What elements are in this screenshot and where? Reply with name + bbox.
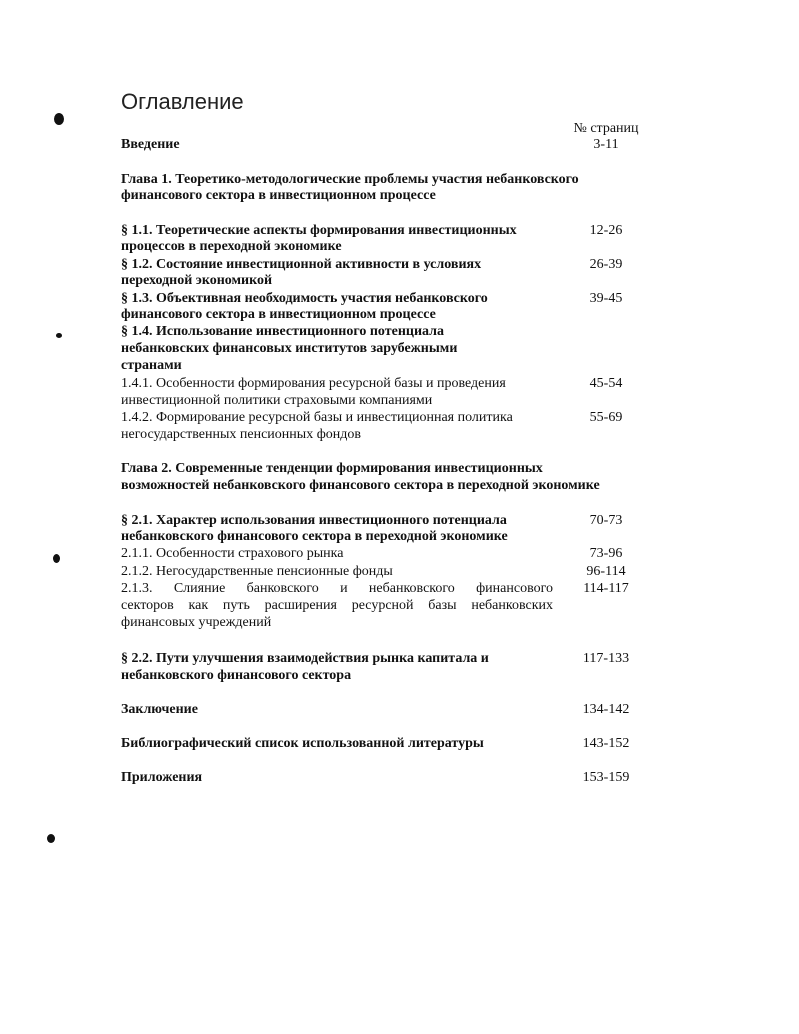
toc-entry-1-3-cont: финансового сектора в инвестиционном процессе [121, 307, 436, 322]
toc-entry-2-1-3: 2.1.3. Слияние банковского и небанковского финансового [121, 581, 553, 596]
toc-entry-2-1-3-pages: 114-117 [583, 581, 629, 596]
pages-column-header: № страниц [573, 121, 639, 136]
toc-entry-1-4-2: 1.4.2. Формирование ресурсной базы и инвестиционная политика [121, 410, 513, 425]
chapter-2-heading: Глава 2. Современные тенденции формирования инвестиционных [121, 461, 543, 476]
toc-entry-1-2-pages: 26-39 [589, 257, 623, 272]
bibliography-pages: 143-152 [582, 736, 630, 751]
toc-entry-1-2-cont: переходной экономикой [121, 273, 273, 288]
scan-speck [53, 554, 60, 563]
scan-speck [47, 834, 55, 843]
toc-entry-1-3-pages: 39-45 [589, 291, 623, 306]
appendix-pages: 153-159 [582, 770, 630, 785]
page-title: Оглавление [121, 89, 244, 114]
conclusion-pages: 134-142 [582, 702, 630, 717]
toc-entry-2-1-2: 2.1.2. Негосударственные пенсионные фонды [121, 564, 393, 579]
bibliography-label: Библиографический список использованной литературы [121, 736, 484, 751]
chapter-2-heading-cont: возможностей небанковского финансового сектора в переходной экономике [121, 478, 600, 493]
toc-entry-2-1-2-pages: 96-114 [586, 564, 626, 579]
toc-entry-2-1-pages: 70-73 [589, 513, 623, 528]
toc-entry-2-1-3-cont: секторов как путь расширения ресурсной базы небанковских [121, 598, 553, 613]
toc-entry-2-1-3-cont2: финансовых учреждений [121, 615, 272, 630]
toc-entry-1-4-cont: небанковских финансовых институтов зарубежными [121, 341, 458, 356]
toc-entry-1-1-pages: 12-26 [589, 223, 623, 238]
toc-entry-2-2: § 2.2. Пути улучшения взаимодействия рынка капитала и [121, 651, 489, 666]
intro-pages: 3-11 [593, 137, 619, 152]
toc-entry-2-1-cont: небанковского финансового сектора в переходной экономике [121, 529, 508, 544]
toc-entry-2-1: § 2.1. Характер использования инвестиционного потенциала [121, 513, 507, 528]
chapter-1-heading-cont: финансового сектора в инвестиционном процессе [121, 188, 436, 203]
chapter-1-heading: Глава 1. Теоретико-методологические проблемы участия небанковского [121, 172, 579, 187]
toc-entry-1-2: § 1.2. Состояние инвестиционной активности в условиях [121, 257, 482, 272]
toc-entry-1-1: § 1.1. Теоретические аспекты формирования инвестиционных [121, 223, 517, 238]
toc-entry-1-4-1-pages: 45-54 [589, 376, 623, 391]
toc-entry-1-4-cont2: странами [121, 358, 182, 373]
appendix-label: Приложения [121, 770, 203, 785]
toc-entry-1-4: § 1.4. Использование инвестиционного потенциала [121, 324, 445, 339]
toc-entry-2-2-cont: небанковского финансового сектора [121, 668, 352, 683]
toc-entry-1-4-2-cont: негосударственных пенсионных фондов [121, 427, 361, 442]
intro-label: Введение [121, 137, 180, 152]
scan-speck [56, 333, 62, 338]
toc-entry-1-4-1: 1.4.1. Особенности формирования ресурсной базы и проведения [121, 376, 506, 391]
toc-entry-2-2-pages: 117-133 [582, 651, 630, 666]
toc-entry-1-1-cont: процессов в переходной экономике [121, 239, 342, 254]
toc-entry-2-1-1-pages: 73-96 [589, 546, 623, 561]
scan-speck [54, 113, 64, 125]
toc-entry-2-1-1: 2.1.1. Особенности страхового рынка [121, 546, 344, 561]
conclusion-label: Заключение [121, 702, 198, 717]
toc-entry-1-4-2-pages: 55-69 [589, 410, 623, 425]
toc-entry-1-3: § 1.3. Объективная необходимость участия небанковского [121, 291, 488, 306]
toc-entry-1-4-1-cont: инвестиционной политики страховыми компаниями [121, 393, 433, 408]
